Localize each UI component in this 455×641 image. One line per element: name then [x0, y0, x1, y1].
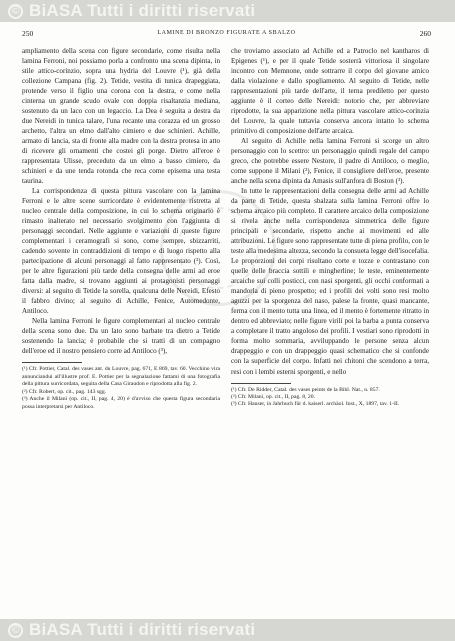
paragraph: In tutte le rappresentazioni della consegna delle armi ad Achille da parte di Tetide, questa sbalzata sulla lamina Ferroni offre lo schema arcaico più completo. Il carattere arcaico della composizione si rivela anche nella corrispondenza simmetrica delle figure principali e secondarie, rispetto anche ai movimenti ed alle attribuzioni. Le figure sono rappresentate tutte di piena profilo, con le teste alla medesima altezza, secondo la consueta legge dell'isocefalia. Le proporzioni dei corpi risultano corte e tozze e contrastano con quelle delle braccia sottili e mingherline; le teste, eminentemente arcaiche sui colli posticci, con nasi sporgenti, gli occhi conformati a mandorla di pieno prospetto; ed i profili dei volti sono resi molto aguzzi per la sporgenza del naso, palese la fronte, quasi mancante, ferma con il mento tutta una linea, ed il mento è fortemente ritratto in dentro ed abbreviato; nelle figure virili poi la barba a punta conserva a completare il tratto angoloso dei profili. I vestiari sono riprodotti in forma molto sommaria, avviluppando le persone senza alcun drappeggio e con un drappeggio quasi schematico che si confonde con la superficie del corpo. Infatti nei chitoni che scendono a terra, resi con i lembi esterni sporgenti, e nello: [231, 187, 429, 376]
paragraph: che troviamo associato ad Achille ed a Patroclo nel kantharos di Epigenes (¹), e per il quale Tetide sosterrà vittoriosa il singolare incontro con Memnone, onde sottrarre il corpo del giovane amico dalla violazione e dallo spogliamento. Al seguito di Tetide, nelle rappresentazioni più tarde dell'arte, il terna prediletto per questo aggiunte è il corteo delle Nereidi: notorio che, per abbreviare riprodotte, la sua apparizione nella pittura vascolare attico-corinzia del Louvre, la quale tuttavia conserva ancora intatto lo schema primitivo di composizione dell'arte arcaica.: [231, 47, 429, 136]
running-title: LAMINE DI BRONZO FIGURATE A SBALZO: [157, 30, 296, 36]
footnote-divider: [231, 383, 291, 384]
paragraph: Al seguito di Achille nella lamina Ferroni si scorge un altro personaggio con lo scettro: un personaggio quindi regale del campo greco, che potrebbe essere Nestore, il padre di Antiloco, o meglio, come suppone il Milani (²), Fenice, il consigliere dell'eroe, presente anche nella scena dipinta da Amasis sull'anfora di Boston (³).: [231, 137, 429, 186]
footnote: (²) Cfr. Robert, op. cit., pag. 143 sgg.: [22, 388, 107, 395]
left-column: [22, 46, 220, 411]
paragraph: Nella lamina Ferroni le figure complementari al nucleo centrale della scena sono due. Da un lato sono barbate tra dietro a Tetide sostenendo la lancia; è probabile che si tratti di un compagno dell'eroe ed il nostro pensiero corre ad Antiloco (³),: [22, 317, 220, 356]
copyright-icon: ©: [8, 4, 23, 19]
paragraph: La corrispondenza di questa pittura vascolare con la lamina Ferroni e le altre scene surricordate è evidentemente ristretta al nucleo centrale della composizione, in cui lo schema originario è rimasto inalterato nel necessario svolgimento con l'aggiunta di personaggi secondari. Nelle aggiunte e variazioni di queste figure complementari i ceramografi si sono, come sempre, sbizzarriti, cadendo sovente in contraddizioni di tempo e di luogo rispetto alla partecipazione di alcuni personaggi al fatto rappresentato (²). Così, per le altre figurazioni più tarde della consegna delle armi ad eroe fatta dalla madre, si trovano aggiunti ai protagonisti personaggi diversi: al seguito di Tetide la sorella, qualcuna delle Nereidi, Efesto il fabbro divino; al seguito di Achille, Fenice, Automedonte, Antiloco.: [22, 187, 220, 316]
footnote: (¹) Cfr. De Ridder, Catal. des vases peints de la Bibl. Nat., n. 857.: [231, 386, 380, 393]
watermark-top: [0, 0, 455, 22]
paragraph: ampliamento della scena con figure secondarie, come risulta nella lamina Ferroni, noi possiamo porla a confronto una scena dipinta, in stile attico-corinzio, sopra una hydria del Louvre (¹), già della collezione Campana (fig. 2). Tetide, vestita di tunica drapeggiata, protende verso il figlio una corona con la destra, e come nella cinterna un grande scudo ovale con doppia risaltanzia mediana, sostenuto da un laco con un legaccio. La Dea è seguita a destra da due Nereidi in tunica talare, l'una recante una corazza ed un grosso archetto, l'altra un elmo dall'alto cimiero e due schinieri. Achille, armato di lancia, sta di fronte alla madre con la destra protesa in atto di ricevere gli ornamenti che costei gli porge. Dietro all'eroe è rappresentata Ulisse, preceduto da un elmo a basso cimiero, da schinieri e da une tenda rotonda che reca come episema una testa taurina.: [22, 47, 220, 186]
page-number-right: 260: [419, 28, 431, 38]
copyright-icon: ©: [8, 623, 23, 638]
footnote-divider: [22, 362, 82, 363]
page-header: [22, 27, 431, 39]
page-number-left: 250: [22, 28, 34, 38]
footnote: (²) Cfr. Milani, op. cit., II, pag. 8, 20.: [231, 393, 316, 400]
watermark-text: BiASA Tutti i diritti riservati: [29, 1, 256, 20]
watermark-text: BiASA Tutti i diritti riservati: [29, 620, 256, 639]
footnote: (³) Cfr. Hauser, in Jahrbuch für d. kaiserl. archäol. Inst., X, 1897, tav. 1-II.: [231, 401, 400, 408]
footnote: (³) Anche il Milani (op. cit., II, pag. 4, 20) é d'avviso che questa figura secondaria possa interpretarsi per Antiloco.: [22, 396, 220, 410]
watermark-bottom: [0, 619, 455, 641]
footnote: (¹) Cfr. Pottier, Catal. des vases ant. du Louvre, pag. 671, E 869, tav. 60. Vecchino vira annunciandui all'illustre prof. E. Pottier per la segnalazione fattami di una fotografia della pittura surricordata, seguita della Casa Giraudon e riprodotta alla fig. 2.: [22, 366, 220, 388]
right-column: [231, 46, 429, 409]
